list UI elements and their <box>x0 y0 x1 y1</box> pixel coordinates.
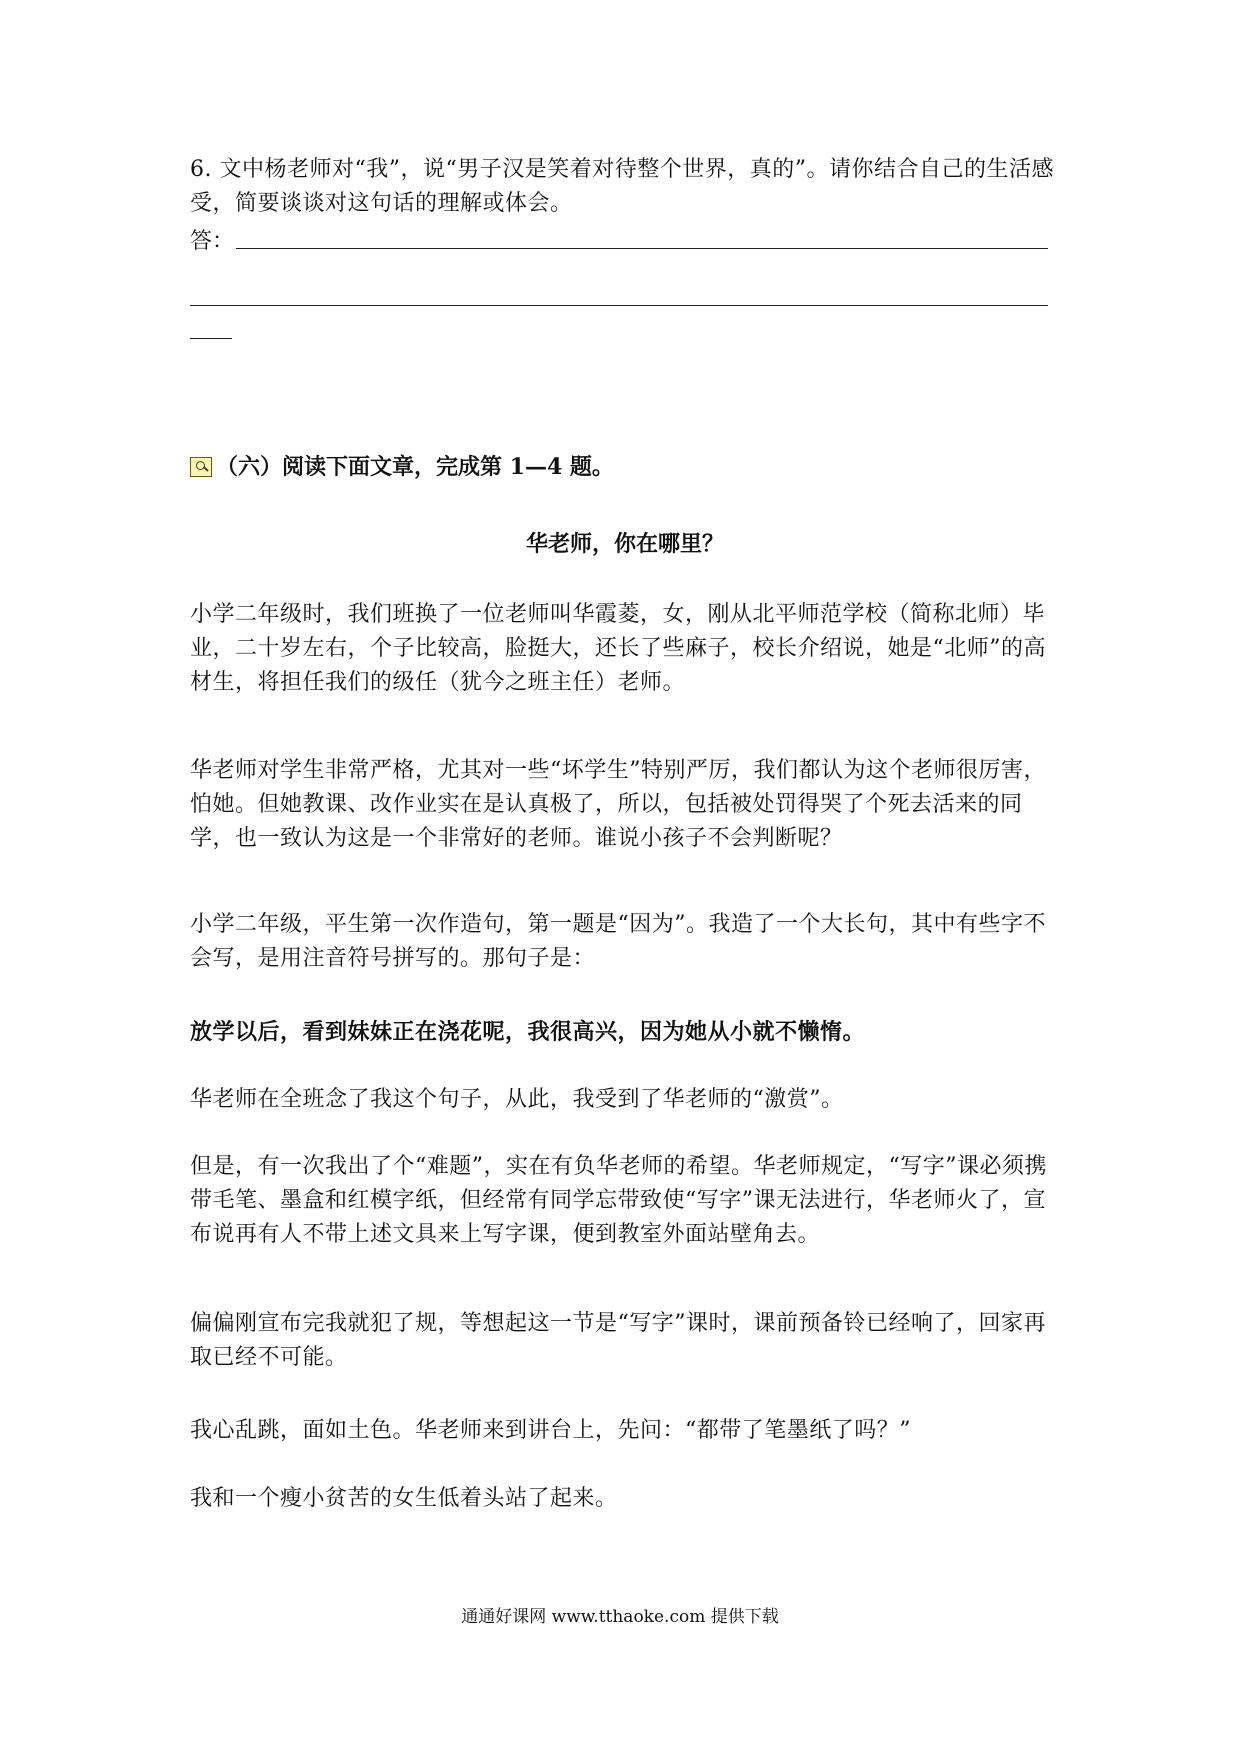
paragraph: 华老师在全班念了我这个句子，从此，我受到了华老师的“激赏”。 <box>190 1087 844 1112</box>
paragraph: 小学二年级时，我们班换了一位老师叫华霞菱，女，刚从北平师范学校（简称北师）毕业，二十岁左右，个子比较高，脸挺大，还长了些麻子，校长介绍说，她是“北师”的高材生，将担任我们的级任（犹今之班主任）老师。 <box>190 602 1046 695</box>
question-6-text: 6. 文中杨老师对“我”，说“男子汉是笑着对待整个世界，真的”。请你结合自己的生活感受，简要谈谈对这句话的理解或体会。 <box>190 157 1054 216</box>
section-heading-text: （六）阅读下面文章，完成第 1—4 题。 <box>216 454 614 480</box>
answer-label: 答： <box>190 229 235 254</box>
paragraph: 但是，有一次我出了个“难题”，实在有负华老师的希望。华老师规定，“写字”课必须携带毛笔、墨盒和红模字纸，但经常有同学忘带致使“写字”课无法进行，华老师火了，宣布说再有人不带上述文具来上写字课，便到教室外面站壁角去。 <box>190 1154 1047 1247</box>
paragraph: 我心乱跳，面如土色。华老师来到讲台上，先问：“都带了笔墨纸了吗？” <box>190 1418 911 1443</box>
answer-line-3 <box>190 338 232 339</box>
article-title: 华老师，你在哪里？ <box>525 531 724 557</box>
paragraph: 小学二年级，平生第一次作造句，第一题是“因为”。我造了一个大长句，其中有些字不会写，是用注音符号拼写的。那句子是： <box>190 912 1046 971</box>
paragraph: 偏偏刚宣布完我就犯了规，等想起这一节是“写字”课时，课前预备铃已经响了，回家再取已经不可能。 <box>190 1311 1046 1370</box>
paragraph: 华老师对学生非常严格，尤其对一些“坏学生”特别严厉，我们都认为这个老师很厉害，怕她。但她教课、改作业实在是认真极了，所以，包括被处罚得哭了个死去活来的同学，也一致认为这是一个非常好的老师。谁说小孩子不会判断呢？ <box>190 758 1046 851</box>
paragraph: 我和一个瘦小贫苦的女生低着头站了起来。 <box>190 1486 618 1511</box>
section-heading <box>190 450 614 484</box>
answer-line-2 <box>190 305 1048 306</box>
edit-icon[interactable] <box>190 457 212 477</box>
answer-line-1 <box>236 248 1048 249</box>
paragraph-example-sentence: 放学以后，看到妹妹正在浇花呢，我很高兴，因为她从小就不懒惰。 <box>190 1019 866 1045</box>
page-footer: 通通好课网 www.tthaoke.com 提供下载 <box>461 1607 779 1627</box>
